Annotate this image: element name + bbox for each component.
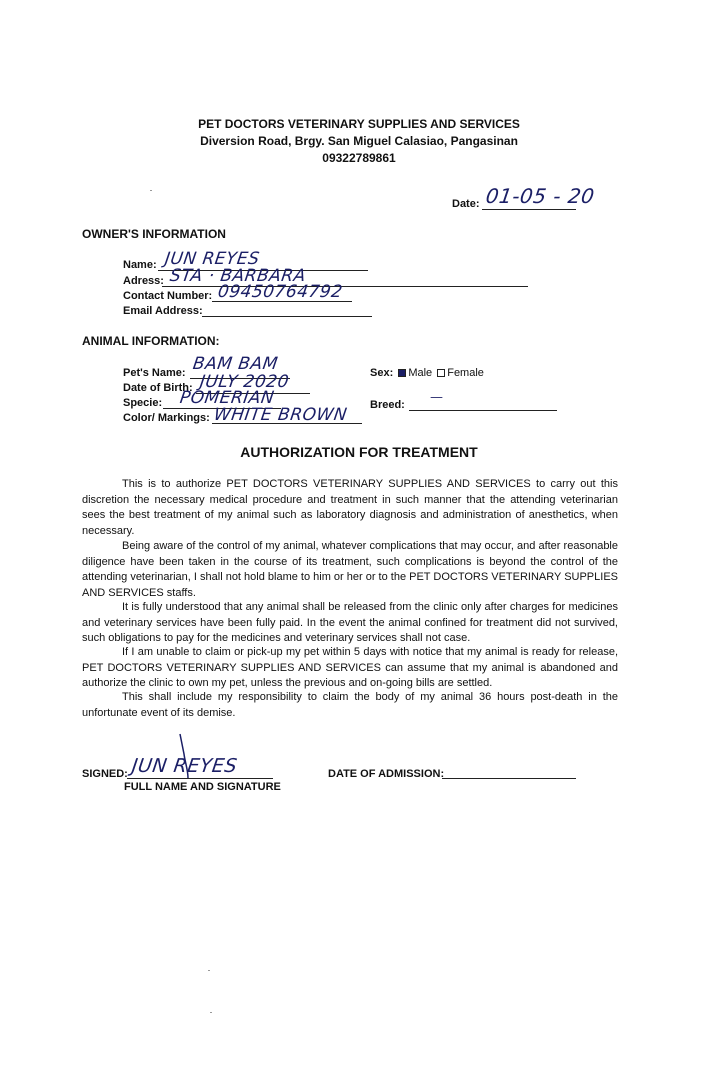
pet-name-label: Pet's Name: [123,367,186,379]
owner-name-label: Name: [123,259,157,271]
owner-email-line [202,316,372,317]
date-line [482,209,576,210]
sex-male-checkbox[interactable] [398,369,406,377]
admission-label: DATE OF ADMISSION: [328,768,445,780]
authorization-paragraph-1: This is to authorize PET DOCTORS VETERINARY SUPPLIES AND SERVICES to carry out this discretion the necessary medical procedure and treatment in such manner that the attending veterinarian sees the best treatment of my animal such as laboratory diagnosis and administration of anesthetics, when necessary. [82,478,618,537]
clinic-phone: 09322789861 [322,151,396,165]
sex-field [370,367,484,379]
sex-female-checkbox[interactable] [437,369,445,377]
signature-line [127,778,273,779]
breed-line [409,410,557,411]
owner-address-label: Adress: [123,275,164,287]
sex-female-label: Female [447,367,484,379]
dob-value[interactable]: JULY 2020 [198,372,291,392]
owner-email-label: Email Address: [123,305,203,317]
pet-name-value[interactable]: BAM BAM [191,354,280,374]
owner-contact-label: Contact Number: [123,290,213,302]
admission-line [442,778,576,779]
authorization-paragraph-5: This shall include my responsibility to claim the body of my animal 36 hours post-death in the unfortunate event of its demise. [82,691,618,719]
clinic-name: PET DOCTORS VETERINARY SUPPLIES AND SERVICES [198,117,520,131]
color-value[interactable]: WHITE BROWN [212,405,349,425]
sex-label: Sex: [370,367,394,379]
animal-heading: ANIMAL INFORMATION: [82,334,220,348]
scan-speck [150,190,152,191]
scan-speck [208,970,210,971]
owner-contact-value[interactable]: 09450764792 [216,282,344,302]
date-value[interactable]: 01-05 - 20 [484,184,597,208]
authorization-paragraph-4: If I am unable to claim or pick-up my pet within 5 days with notice that my animal is ready for release, PET DOCTORS VETERINARY SUPPLIES AND SERVICES can assume that my animal is abandoned and authorize the clinic to own my pet, unless the previous and on-going bills are settled. [82,646,618,690]
authorization-paragraph-2: Being aware of the control of my animal, whatever complications that may occur, and after reasonable diligence have been taken in the course of its treatment, such complications is beyond the control of the attending veterinarian, I shall not hold blame to him or her or to the PET DOCTORS VETERINARY SUPPLIES AND SERVICES staffs. [82,540,618,599]
breed-label: Breed: [370,399,405,411]
scan-speck [210,1012,212,1013]
owner-address-line [162,286,528,287]
breed-value[interactable]: — [428,390,445,405]
authorization-title: AUTHORIZATION FOR TREATMENT [240,444,478,460]
clinic-address: Diversion Road, Brgy. San Miguel Calasiao, Pangasinan [200,134,518,148]
authorization-paragraph-3: It is fully understood that any animal shall be released from the clinic only after charges for medicines and veterinary services have been fully paid. In the event the animal confined for treatment did not survived, such obligations to pay for the medicines and veterinary services shall not case. [82,601,618,645]
owner-heading: OWNER'S INFORMATION [82,227,226,241]
owner-address-value[interactable]: STA · BARBARA [168,266,308,286]
signed-label: SIGNED: [82,768,128,780]
signed-value[interactable]: JUN REYES [130,755,239,777]
specie-value[interactable]: POMERIAN [178,388,276,408]
color-label: Color/ Markings: [123,412,210,424]
specie-label: Specie: [123,397,163,409]
owner-name-value[interactable]: JUN REYES [163,249,261,269]
sex-male-label: Male [408,367,433,379]
signature-caption: FULL NAME AND SIGNATURE [124,781,281,793]
date-label: Date: [452,198,480,210]
dob-label: Date of Birth: [123,382,193,394]
